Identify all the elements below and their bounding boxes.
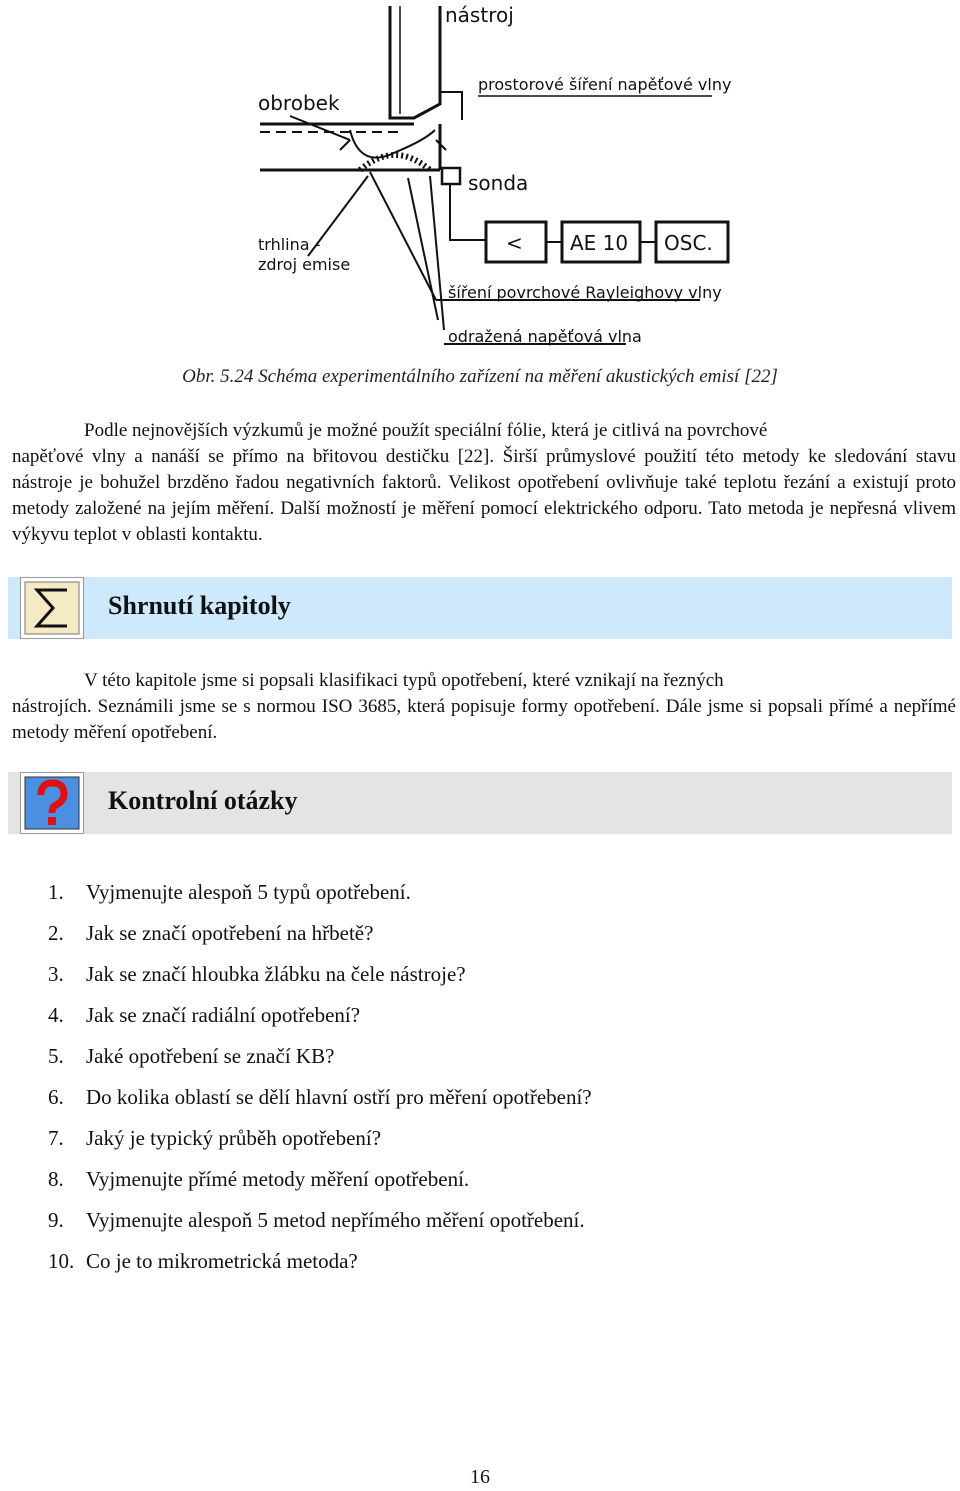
paragraph-1-rest: napěťové vlny a nanáší se přímo na břitovou destičku [22]. Širší průmyslové použití této metody ke sledování stavu nástroje je bohužel brzděno řadou negativních faktorů. Velikost opotřebení ovlivňuje také teplotu řezání a existují proto metody založené na jejím měření. Další možností je měření pomocí elektrického odporu. Tato metoda je nepřesná vlivem výkyvu teplot v oblasti kontaktu. <box>12 446 956 545</box>
sigma-icon <box>20 577 84 639</box>
paragraph-2-line1: V této kapitole jsme si popsali klasifikaci typů opotřebení, které vznikají na řezných <box>84 670 724 691</box>
question-text: Jaké opotřebení se značí KB? <box>86 1044 335 1068</box>
paragraph-2 <box>12 668 956 746</box>
question-text: Jak se značí opotřebení na hřbetě? <box>86 921 374 945</box>
question-text: Do kolika oblastí se dělí hlavní ostří pro měření opotřebení? <box>86 1085 592 1109</box>
question-number: 4. <box>48 1003 64 1027</box>
question-item <box>48 919 592 960</box>
question-item <box>48 878 592 919</box>
probe-shape <box>442 168 460 184</box>
label-rayleigh: šíření povrchové Rayleighovy vlny <box>448 283 722 302</box>
question-number: 7. <box>48 1126 64 1150</box>
question-number: 8. <box>48 1167 64 1191</box>
summary-box <box>8 577 952 639</box>
question-item <box>48 1042 592 1083</box>
question-item <box>48 960 592 1001</box>
summary-title: Shrnutí kapitoly <box>108 591 291 620</box>
question-item <box>48 1165 592 1206</box>
question-text: Vyjmenujte alespoň 5 typů opotřebení. <box>86 880 411 904</box>
wave-leaders <box>370 172 700 344</box>
questions-box <box>8 772 952 834</box>
tool-shape <box>390 6 440 118</box>
question-number: 6. <box>48 1085 64 1109</box>
question-text: Vyjmenujte přímé metody měření opotřebení. <box>86 1167 470 1191</box>
question-number: 3. <box>48 962 64 986</box>
label-ae: AE 10 <box>570 231 629 255</box>
spatial-wave-leader <box>440 92 462 120</box>
label-crack-2: zdroj emise <box>258 255 351 274</box>
question-text: Jak se značí radiální opotřebení? <box>86 1003 361 1027</box>
label-workpiece: obrobek <box>258 91 340 115</box>
label-crack-1: trhlina - <box>258 235 321 254</box>
label-spatial-wave: prostorové šíření napěťové vlny <box>478 75 732 94</box>
question-number: 9. <box>48 1208 64 1232</box>
question-text: Co je to mikrometrická metoda? <box>86 1249 358 1273</box>
acoustic-emission-diagram <box>200 0 760 360</box>
question-item <box>48 1247 592 1288</box>
figure-caption: Obr. 5.24 Schéma experimentálního zařízení na měření akustických emisí [22] <box>182 366 778 387</box>
question-mark-icon <box>20 772 84 834</box>
label-tool: nástroj <box>445 3 514 27</box>
question-item <box>48 1124 592 1165</box>
question-number: 1. <box>48 880 64 904</box>
question-text: Jak se značí hloubka žlábku na čele nástroje? <box>86 962 466 986</box>
wave-arcs <box>340 130 446 170</box>
question-text: Vyjmenujte alespoň 5 metod nepřímého měření opotřebení. <box>86 1208 585 1232</box>
paragraph-1-line1: Podle nejnovějších výzkumů je možné použít speciální fólie, která je citlivá na povrchové <box>84 420 768 441</box>
question-item <box>48 1001 592 1042</box>
paragraph-1 <box>12 418 956 548</box>
questions-list <box>48 878 592 1288</box>
label-probe: sonda <box>468 171 529 195</box>
workpiece-leader <box>290 116 350 140</box>
question-number: 2. <box>48 921 64 945</box>
question-number: 10. <box>48 1249 75 1273</box>
question-number: 5. <box>48 1044 64 1068</box>
label-reflected: odražená napěťová vlna <box>448 327 642 346</box>
paragraph-2-rest: nástrojích. Seznámili jsme se s normou ISO 3685, která popisuje formy opotřebení. Dále jsme si popsali přímé a nepřímé metody měření opotřebení. <box>12 696 956 743</box>
label-amplifier: < <box>506 231 523 255</box>
question-item <box>48 1206 592 1247</box>
question-text: Jaký je typický průběh opotřebení? <box>86 1126 382 1150</box>
page-number: 16 <box>470 1466 490 1488</box>
questions-title: Kontrolní otázky <box>108 786 298 815</box>
label-osc: OSC. <box>664 231 713 255</box>
question-item <box>48 1083 592 1124</box>
